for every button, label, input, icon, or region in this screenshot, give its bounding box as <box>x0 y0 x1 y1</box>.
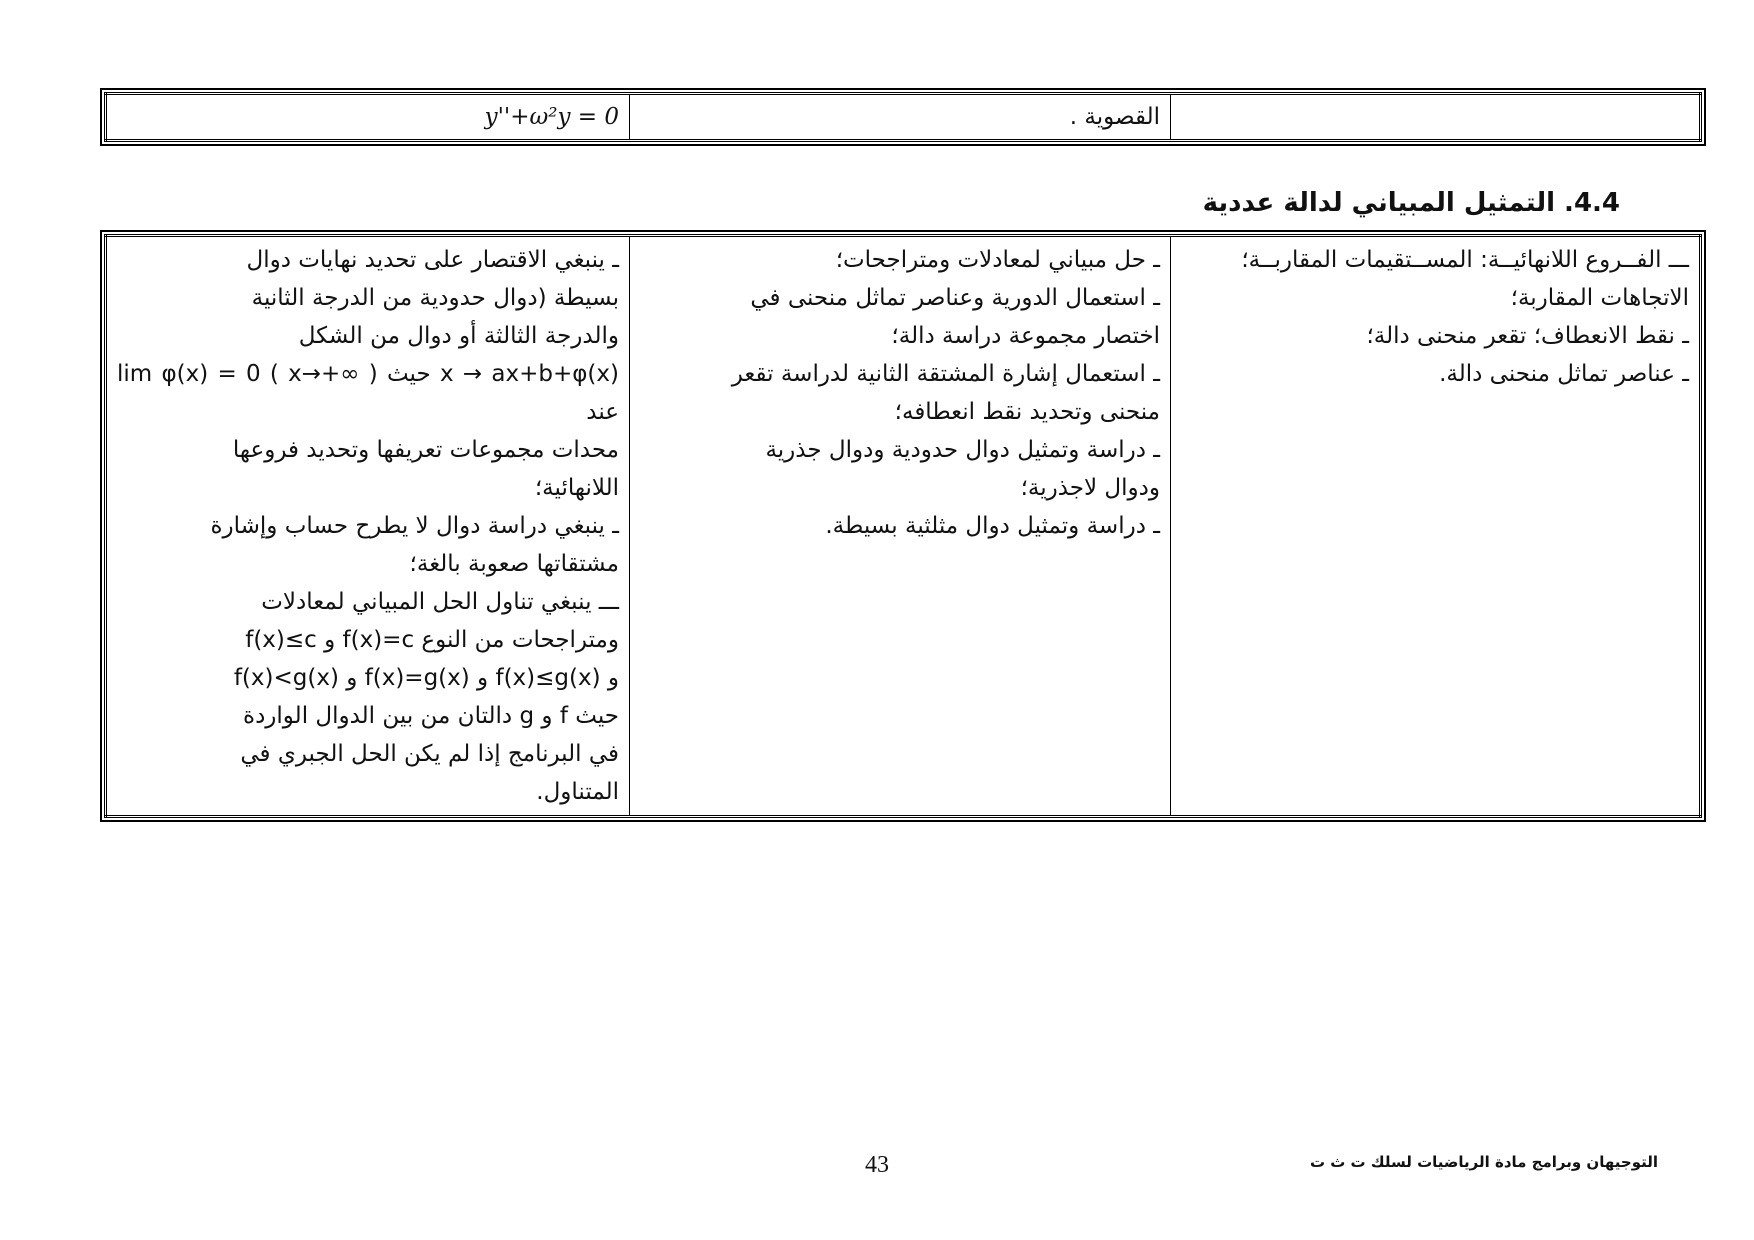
text-line: اختصار مجموعة دراسة دالة؛ <box>891 323 1160 349</box>
text-line: اللانهائية؛ <box>534 475 619 501</box>
column-skills <box>630 236 1171 817</box>
text-line: بسيطة (دوال حدودية من الدرجة الثانية <box>251 285 619 311</box>
text-line: حيث f و g دالتان من بين الدوال الواردة <box>243 703 619 729</box>
top-table-cell-formula <box>106 94 630 141</box>
text-line: ـ حل مبياني لمعادلات ومتراجحات؛ <box>835 247 1160 273</box>
column-objectives <box>1171 236 1701 817</box>
text-line: ـ عناصر تماثل منحنى دالة. <box>1439 361 1689 387</box>
text-line: والدرجة الثالثة أو دوال من الشكل <box>298 323 619 349</box>
formula-text: y''+ω²y = 0 <box>484 104 619 130</box>
text-line: الاتجاهات المقاربة؛ <box>1510 285 1689 311</box>
document-title: التوجيهان وبرامج مادة الرياضيات لسلك ت ث ت <box>1309 1153 1658 1171</box>
section-heading: 4.4. التمثيل المبياني لدالة عددية <box>1202 188 1620 218</box>
text-line: المتناول. <box>536 779 619 805</box>
text-line: و f(x)≤g(x) و f(x)=g(x) و f(x)<g(x) <box>233 665 619 691</box>
text-line: ـــ الفــروع اللانهائيــة: المســتقيمات المقاربــة؛ <box>1241 247 1689 273</box>
text-line: ـ ينبغي دراسة دوال لا يطرح حساب وإشارة <box>210 513 619 539</box>
text-line: ودوال لاجذرية؛ <box>1020 475 1160 501</box>
text-line: ـ دراسة وتمثيل دوال حدودية ودوال جذرية <box>765 437 1160 463</box>
text-line: ـ نقط الانعطاف؛ تقعر منحنى دالة؛ <box>1366 323 1689 349</box>
text-line: مشتقاتها صعوبة بالغة؛ <box>409 551 619 577</box>
main-table <box>104 234 1702 818</box>
top-table-cell-right <box>1171 94 1701 141</box>
text-line: ـ دراسة وتمثيل دوال مثلثية بسيطة. <box>825 513 1160 539</box>
text-line: x → ax+b+φ(x) حيث lim φ(x) = 0 ( x→+∞ ) عند <box>117 361 619 425</box>
text-line: ـ استعمال الدورية وعناصر تماثل منحنى في <box>750 285 1160 311</box>
text-line: في البرنامج إذا لم يكن الحل الجبري في <box>240 741 619 767</box>
text-line: ـ استعمال إشارة المشتقة الثانية لدراسة تقعر <box>731 361 1160 387</box>
column-guidelines <box>106 236 630 817</box>
text-line: منحنى وتحديد نقط انعطافه؛ <box>894 399 1160 425</box>
text-line: ومتراجحات من النوع f(x)=c و f(x)≤c <box>245 627 619 653</box>
text-line: محدات مجموعات تعريفها وتحديد فروعها <box>232 437 619 463</box>
text-line: ـــ ينبغي تناول الحل المبياني لمعادلات <box>261 589 619 615</box>
text-line: ـ ينبغي الاقتصار على تحديد نهايات دوال <box>246 247 619 273</box>
top-table <box>104 92 1702 142</box>
page-number: 43 <box>865 1152 889 1178</box>
top-table-cell-middle: القصوية . <box>630 94 1171 141</box>
